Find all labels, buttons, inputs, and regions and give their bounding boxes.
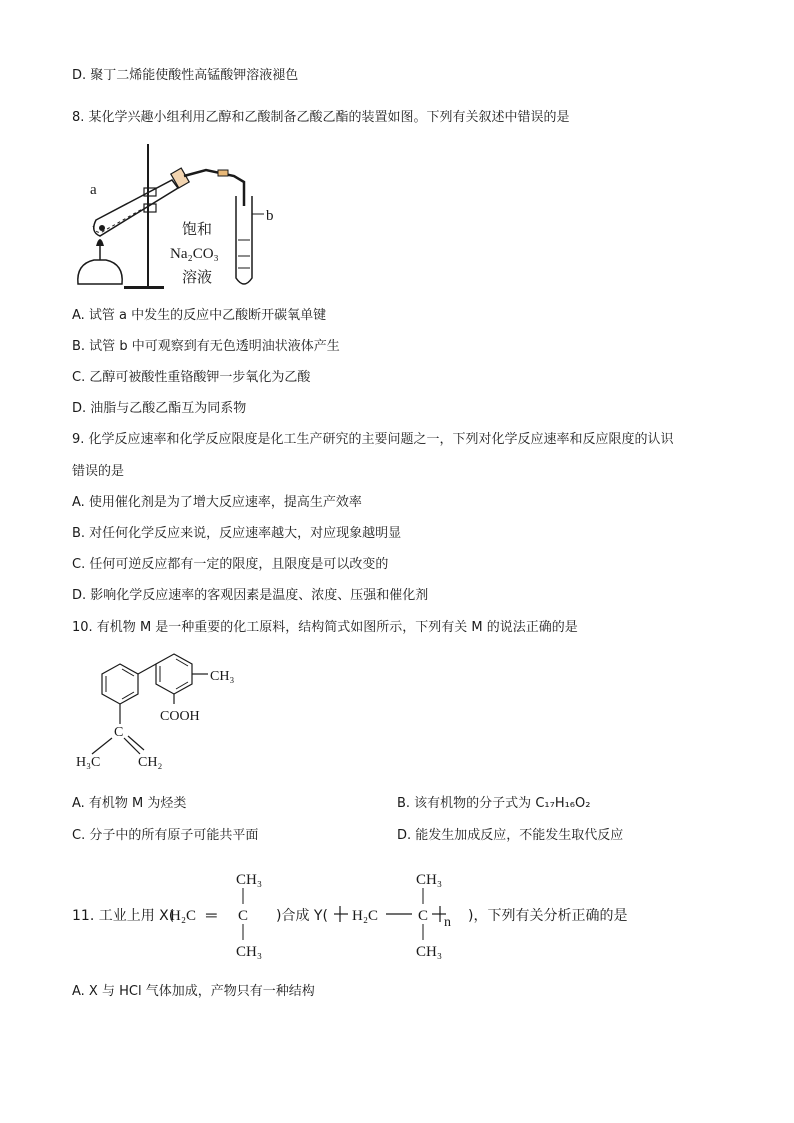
c-label: C [114,725,124,740]
ch2-label: CH₂ [138,755,163,770]
q10-option-a: A. 有机物 M 为烃类 [72,796,187,811]
ch3-label: CH₃ [210,669,235,684]
q8-option-a: A. 试管 a 中发生的反应中乙酸断开碳氧单键 [72,308,327,323]
q8-option-b: B. 试管 b 中可观察到有无色透明油状液体产生 [72,339,340,354]
q7-option-d: D. 聚丁二烯能使酸性高锰酸钾溶液褪色 [72,68,299,83]
cooh-label: COOH [160,709,200,724]
q11-suffix: )，下列有关分析正确的是 [468,908,628,924]
test-tube-a [94,180,178,236]
q9-option-a: A. 使用催化剂是为了增大反应速率，提高生产效率 [72,495,362,510]
reagent-line3: 溶液 [182,270,213,286]
q9-option-d: D. 影响化学反应速率的客观因素是温度、浓度、压强和催化剂 [72,588,429,603]
q10-structure-figure [72,650,272,776]
reagent-line2: Na₂CO₃ [170,246,219,262]
q11-stem [72,862,712,972]
stopper [171,168,189,188]
x-h2c: H₂C [170,908,197,924]
y-h2c: H₂C [352,908,379,924]
x-ch3-top: CH₃ [236,872,263,888]
q10-option-d: D. 能发生加成反应，不能发生取代反应 [397,828,624,843]
q9-option-c: C. 任何可逆反应都有一定的限度，且限度是可以改变的 [72,557,389,572]
y-ch3-bottom: CH₃ [416,944,443,960]
q8-apparatus-figure [66,136,296,296]
y-n: n [444,915,451,930]
q11-option-a: A. X 与 HCl 气体加成，产物只有一种结构 [72,984,315,999]
q8-stem: 8. 某化学兴趣小组利用乙醇和乙酸制备乙酸乙酯的装置如图。下列有关叙述中错误的是 [72,110,570,125]
label-a: a [90,182,97,198]
q9-stem-line2: 错误的是 [72,464,125,479]
flame [96,239,104,246]
y-c: C [418,908,429,924]
label-b: b [266,208,274,224]
q8-option-c: C. 乙醇可被酸性重铬酸钾一步氧化为乙酸 [72,370,311,385]
stand-base [124,286,164,289]
q8-option-d: D. 油脂与乙酸乙酯互为同系物 [72,401,247,416]
q11-mid: )合成 Y( [276,908,328,924]
q9-stem-line1: 9. 化学反应速率和化学反应限度是化工生产研究的主要问题之一，下列对化学反应速率和反应限度的认识 [72,432,674,447]
reagent-line1: 饱和 [182,222,213,238]
x-c: C [238,908,249,924]
q9-option-b: B. 对任何化学反应来说，反应速率越大，对应现象越明显 [72,526,402,541]
q10-option-b: B. 该有机物的分子式为 C₁₇H₁₆O₂ [397,796,591,811]
x-ch3-bottom: CH₃ [236,944,263,960]
alcohol-lamp [78,260,122,284]
delivery-tube [184,170,244,206]
q11-prefix: 11. 工业上用 X( [72,908,175,924]
h3c-label: H₃C [76,755,101,770]
q10-option-c: C. 分子中的所有原子可能共平面 [72,828,259,843]
x-double-bond: ═ [206,908,217,924]
y-ch3-top: CH₃ [416,872,443,888]
q10-stem: 10. 有机物 M 是一种重要的化工原料，结构简式如图所示，下列有关 M 的说法正确的是 [72,620,578,635]
